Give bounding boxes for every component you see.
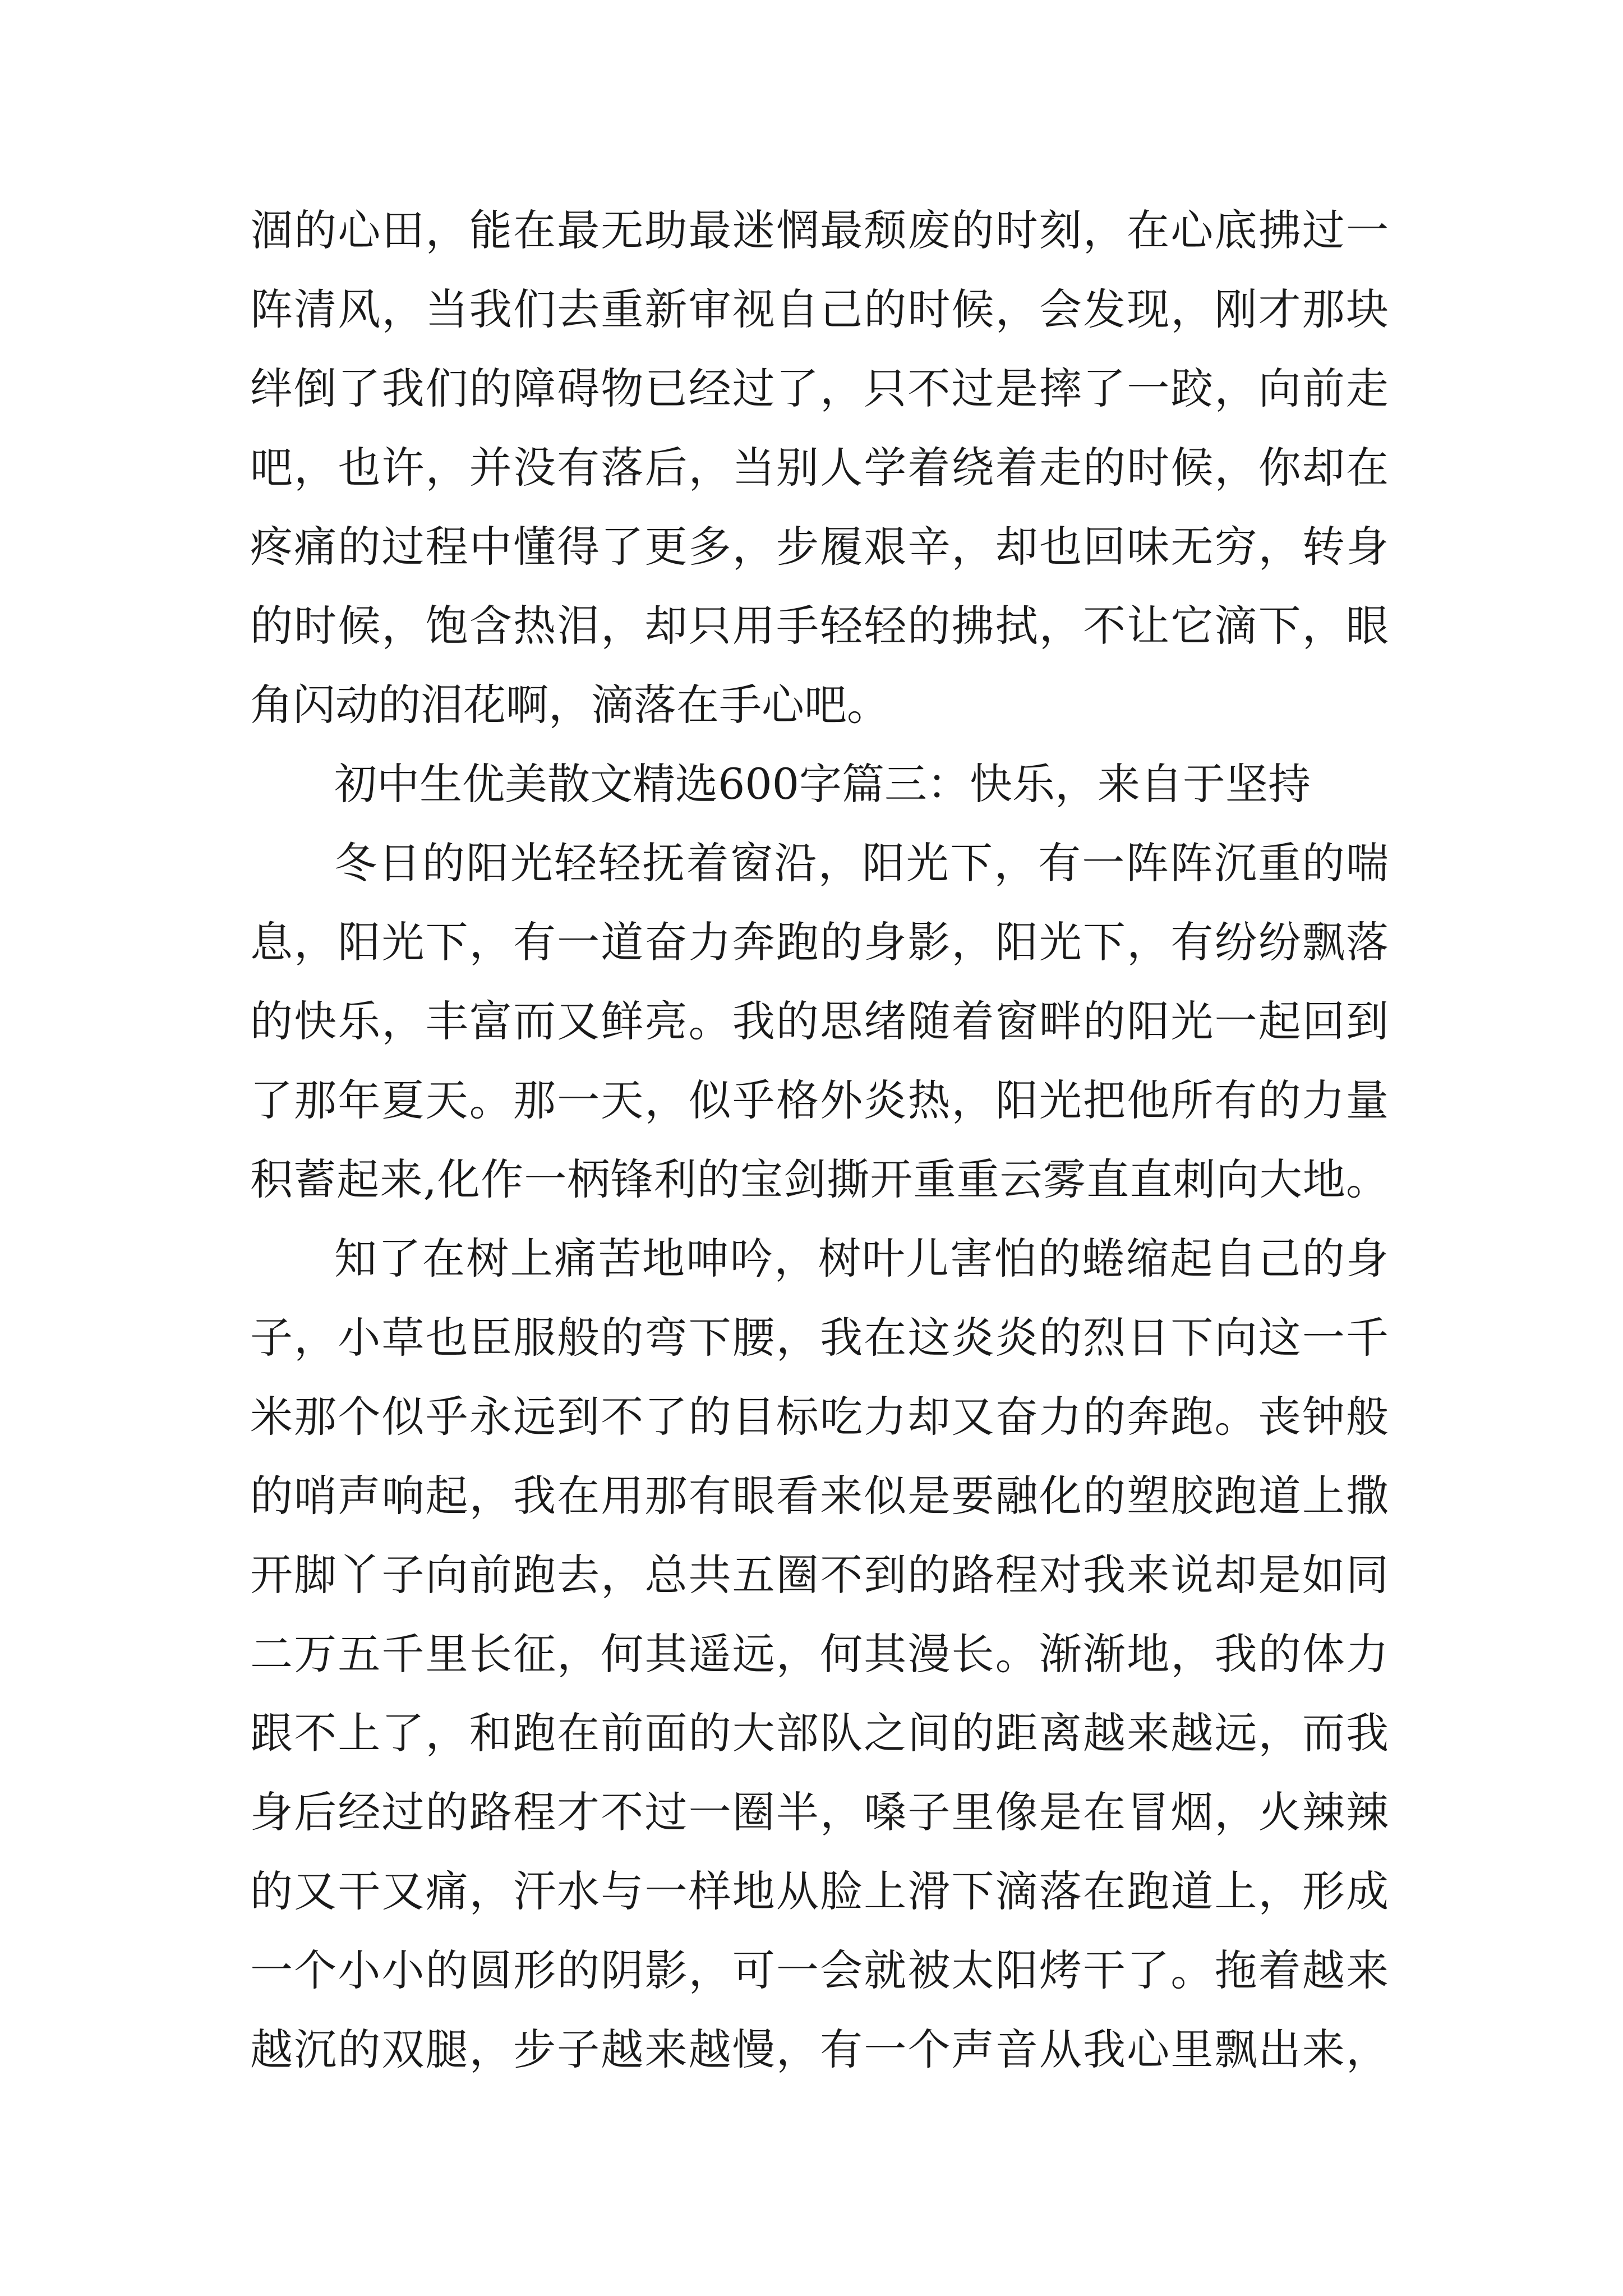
paragraph-2-line-4: 了那年夏天。那一天，似乎格外炎热，阳光把他所有的力量 bbox=[250, 1075, 1389, 1125]
paragraph-3-line-5: 开脚丫子向前跑去，总共五圈不到的路程对我来说却是如同 bbox=[250, 1550, 1389, 1600]
paragraph-1-line-4: 吧，也许，并没有落后，当别人学着绕着走的时候，你却在 bbox=[250, 443, 1389, 493]
paragraph-3-line-11: 越沉的双腿，步子越来越慢，有一个声音从我心里飘出来， bbox=[250, 2024, 1389, 2074]
paragraph-3-line-8: 身后经过的路程才不过一圈半，嗓子里像是在冒烟，火辣辣 bbox=[250, 1787, 1389, 1837]
paragraph-1-line-3: 绊倒了我们的障碍物已经过了，只不过是摔了一跤，向前走 bbox=[250, 364, 1389, 413]
paragraph-1-line-2: 阵清风，当我们去重新审视自己的时候，会发现，刚才那块 bbox=[250, 284, 1389, 334]
paragraph-1-line-5: 疼痛的过程中懂得了更多，步履艰辛，却也回味无穷，转身 bbox=[250, 522, 1389, 572]
paragraph-3-line-2: 子，小草也臣服般的弯下腰，我在这炎炎的烈日下向这一千 bbox=[250, 1313, 1389, 1363]
paragraph-2-line-1: 冬日的阳光轻轻抚着窗沿，阳光下，有一阵阵沉重的喘 bbox=[334, 838, 1389, 888]
paragraph-3-line-9: 的又干又痛，汗水与一样地从脸上滑下滴落在跑道上，形成 bbox=[250, 1866, 1389, 1916]
section-heading: 初中生优美散文精选600字篇三：快乐，来自于坚持 bbox=[334, 759, 1311, 809]
paragraph-3-line-4: 的哨声响起，我在用那有眼看来似是要融化的塑胶跑道上撒 bbox=[250, 1471, 1389, 1521]
paragraph-1-line-1: 涸的心田，能在最无助最迷惘最颓废的时刻，在心底拂过一 bbox=[250, 205, 1389, 255]
paragraph-2-line-5: 积蓄起来,化作一柄锋利的宝剑撕开重重云雾直直刺向大地。 bbox=[250, 1154, 1389, 1204]
paragraph-1-line-6: 的时候，饱含热泪，却只用手轻轻的拂拭，不让它滴下，眼 bbox=[250, 601, 1389, 651]
paragraph-3-line-6: 二万五千里长征，何其遥远，何其漫长。渐渐地，我的体力 bbox=[250, 1629, 1389, 1679]
paragraph-2-line-2: 息，阳光下，有一道奋力奔跑的身影，阳光下，有纷纷飘落 bbox=[250, 917, 1389, 967]
paragraph-3-line-1: 知了在树上痛苦地呻吟，树叶儿害怕的蜷缩起自己的身 bbox=[334, 1234, 1389, 1283]
paragraph-3-line-7: 跟不上了，和跑在前面的大部队之间的距离越来越远，而我 bbox=[250, 1708, 1389, 1758]
paragraph-3-line-3: 米那个似乎永远到不了的目标吃力却又奋力的奔跑。丧钟般 bbox=[250, 1392, 1389, 1442]
paragraph-3-line-10: 一个小小的圆形的阴影，可一会就被太阳烤干了。拖着越来 bbox=[250, 1945, 1389, 1995]
paragraph-1-line-7: 角闪动的泪花啊，滴落在手心吧。 bbox=[250, 680, 889, 730]
paragraph-2-line-3: 的快乐，丰富而又鲜亮。我的思绪随着窗畔的阳光一起回到 bbox=[250, 996, 1389, 1046]
